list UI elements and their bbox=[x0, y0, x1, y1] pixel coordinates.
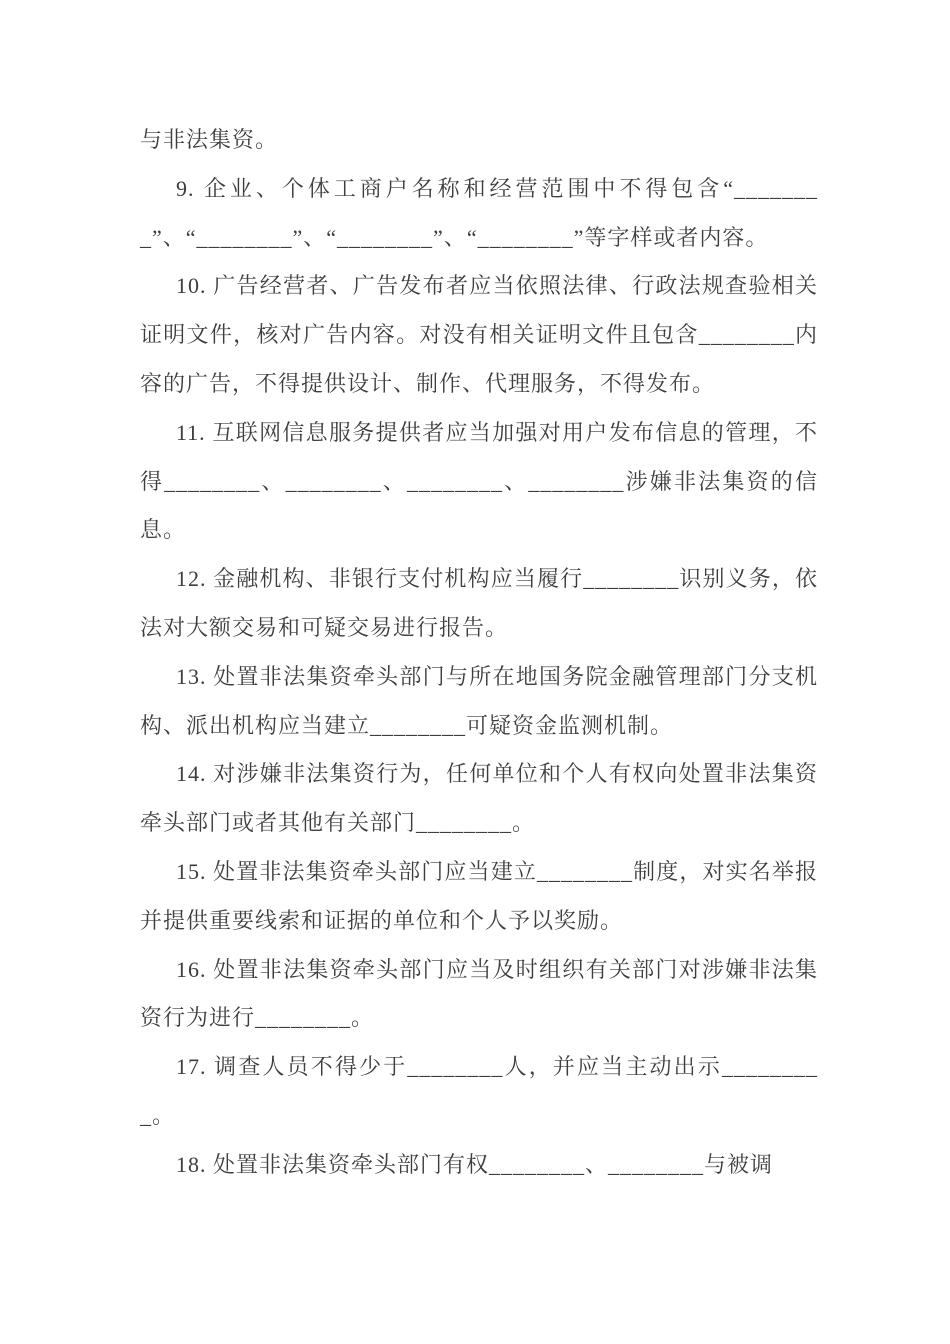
question-18: 18. 处置非法集资牵头部门有权________、________与被调 bbox=[176, 1151, 774, 1177]
question-12: 12. 金融机构、非银行支付机构应当履行________识别义务，依法对大额交易和可疑交易进行报告。 bbox=[140, 566, 818, 640]
question-13: 13. 处置非法集资牵头部门与所在地国务院金融管理部门分支机构、派出机构应当建立________可疑资金监测机制。 bbox=[140, 663, 818, 738]
question-11: 11. 互联网信息服务提供者应当加强对用户发布信息的管理，不得________、________、________、________涉嫌非法集资的信息。 bbox=[140, 419, 818, 543]
question-17: 17. 调查人员不得少于________人，并应当主动出示_________。 bbox=[140, 1054, 818, 1128]
paragraph-continuation: 与非法集资。 bbox=[140, 127, 279, 152]
question-9: 9. 企业、个体工商户名称和经营范围中不得包含“________”、“________”、“________”、“________”等字样或者内容。 bbox=[140, 175, 818, 250]
question-10: 10. 广告经营者、广告发布者应当依照法律、行政法规查验相关证明文件，核对广告内容。对没有相关证明文件且包含________内容的广告，不得提供设计、制作、代理服务，不得发布。 bbox=[140, 273, 818, 396]
question-14: 14. 对涉嫌非法集资行为，任何单位和个人有权向处置非法集资牵头部门或者其他有关部门________。 bbox=[140, 761, 818, 836]
question-16: 16. 处置非法集资牵头部门应当及时组织有关部门对涉嫌非法集资行为进行________。 bbox=[140, 956, 818, 1031]
question-15: 15. 处置非法集资牵头部门应当建立________制度，对实名举报并提供重要线索和证据的单位和个人予以奖励。 bbox=[140, 858, 818, 933]
